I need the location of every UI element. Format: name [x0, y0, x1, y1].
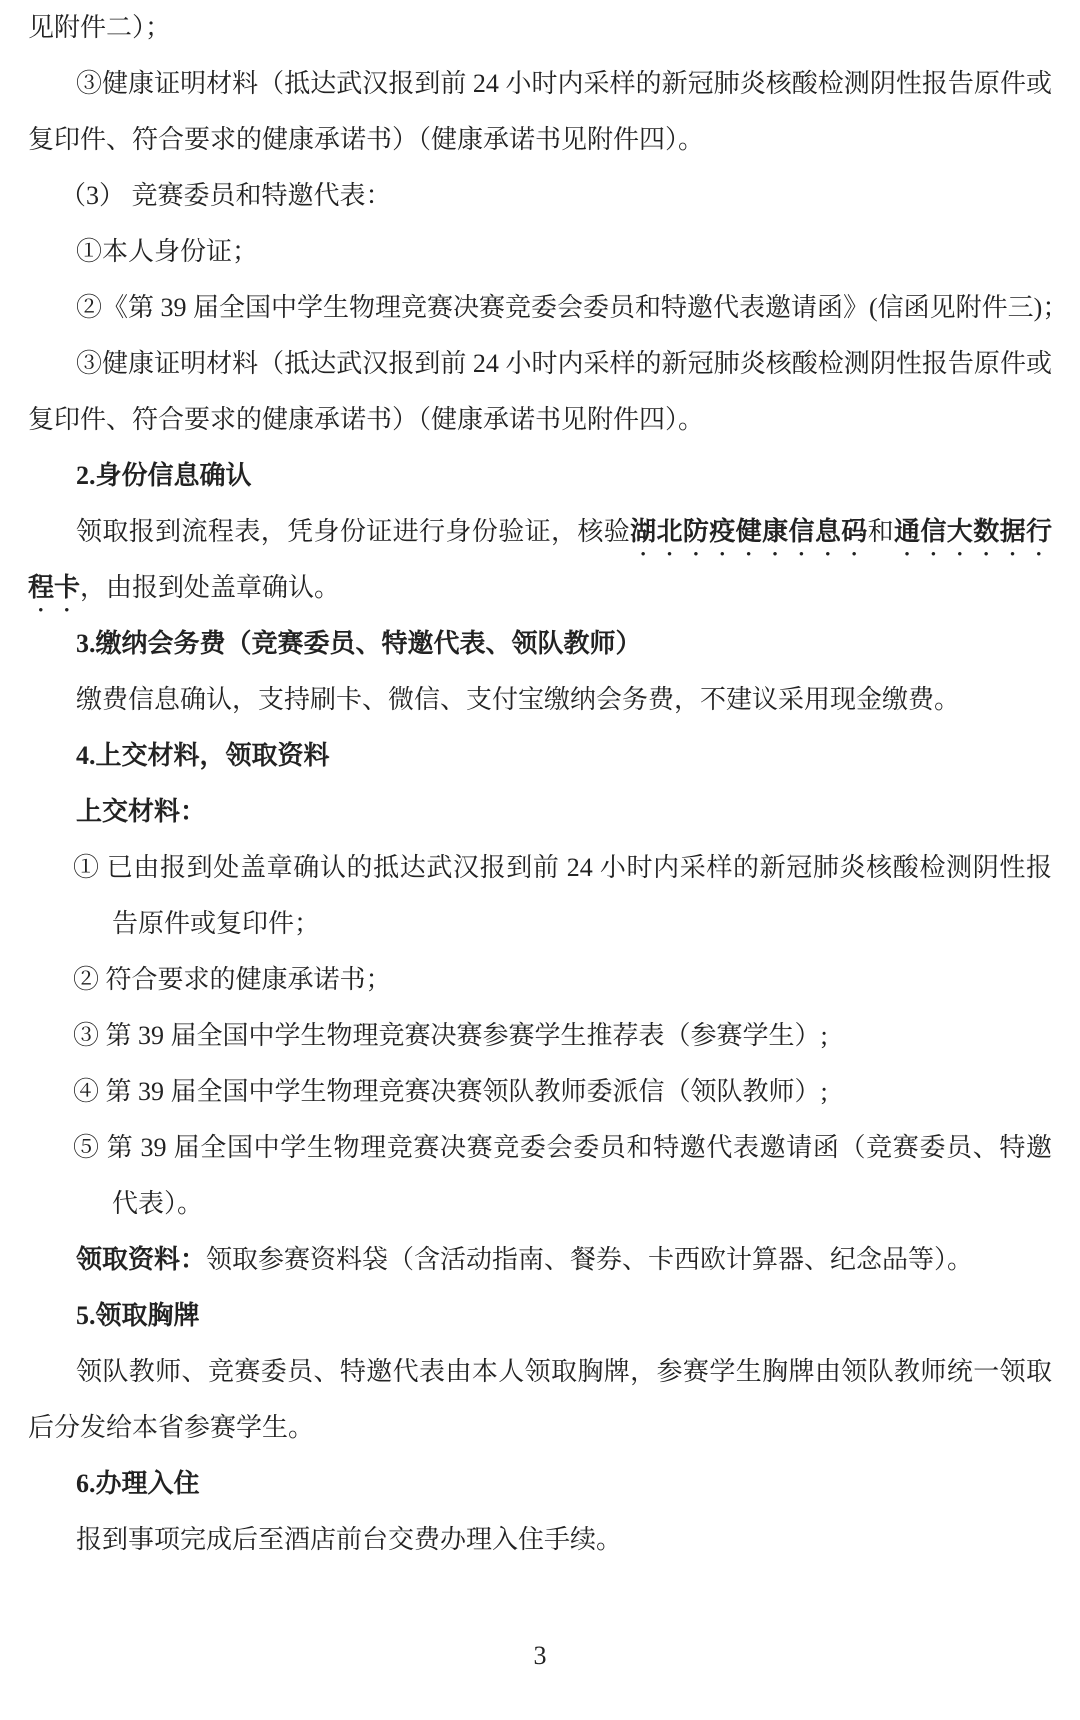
text-segment: 领取报到流程表，凭身份证进行身份验证，核验: [76, 517, 631, 546]
doc-line: [28, 1400, 1052, 1456]
emphasized-text: 程卡: [28, 573, 81, 602]
text-segment: ① 已由报到处盖章确认的抵达武汉报到前 24 小时内采样的新冠肺炎核酸检测阴性报: [73, 853, 1052, 882]
text-segment: ①本人身份证；: [76, 237, 259, 266]
text-segment: ② 符合要求的健康承诺书；: [73, 965, 392, 994]
text-segment: ②《第 39 届全国中学生物理竞赛决赛竞委会委员和特邀代表邀请函》(信函见附件三)；: [76, 293, 1069, 322]
emphasized-text: 通信大数据行: [894, 517, 1052, 546]
text-segment: 和: [867, 517, 895, 546]
text-segment: 复印件、符合要求的健康承诺书）（健康承诺书见附件四）。: [28, 405, 705, 434]
doc-line: [28, 448, 1052, 504]
text-segment: ③ 第 39 届全国中学生物理竞赛决赛参赛学生推荐表（参赛学生）;: [73, 1021, 828, 1050]
doc-line: [28, 1064, 1052, 1120]
doc-line: [28, 1120, 1052, 1176]
doc-line: [28, 616, 1052, 672]
doc-line: [28, 1008, 1052, 1064]
text-segment: 复印件、符合要求的健康承诺书）（健康承诺书见附件四）。: [28, 125, 705, 154]
doc-line: [28, 896, 1052, 952]
bold-text: 5.领取胸牌: [76, 1301, 200, 1330]
doc-line: [28, 784, 1052, 840]
text-segment: ③健康证明材料（抵达武汉报到前 24 小时内采样的新冠肺炎核酸检测阴性报告原件或: [76, 69, 1052, 98]
doc-line: [28, 560, 1052, 616]
doc-line: [28, 672, 1052, 728]
text-segment: 领队教师、竞赛委员、特邀代表由本人领取胸牌，参赛学生胸牌由领队教师统一领取: [76, 1357, 1052, 1386]
text-segment: 见附件二）；: [28, 13, 172, 42]
doc-line: [28, 224, 1052, 280]
text-segment: ③健康证明材料（抵达武汉报到前 24 小时内采样的新冠肺炎核酸检测阴性报告原件或: [76, 349, 1052, 378]
doc-line: [28, 1176, 1052, 1232]
doc-line: [28, 1456, 1052, 1512]
doc-line: [28, 728, 1052, 784]
text-segment: 代表）。: [112, 1189, 204, 1218]
bold-text: 2.身份信息确认: [76, 461, 252, 490]
text-segment: ，由报到处盖章确认。: [80, 573, 341, 602]
page-number: 3: [533, 1641, 547, 1670]
doc-line: [28, 112, 1052, 168]
doc-line: [28, 840, 1052, 896]
text-segment: 报到事项完成后至酒店前台交费办理入住手续。: [76, 1525, 623, 1554]
doc-line: [28, 56, 1052, 112]
doc-line: [28, 280, 1069, 336]
text-segment: 告原件或复印件；: [112, 909, 321, 938]
text-segment: （3） 竞赛委员和特邀代表：: [60, 181, 392, 210]
bold-text: 3.缴纳会务费（竞赛委员、特邀代表、领队教师）: [76, 629, 642, 658]
doc-line: [28, 952, 1052, 1008]
bold-text: 6.办理入住: [76, 1469, 200, 1498]
doc-line: [28, 1512, 1052, 1568]
doc-line: [28, 1344, 1052, 1400]
text-segment: 缴费信息确认，支持刷卡、微信、支付宝缴纳会务费，不建议采用现金缴费。: [76, 685, 961, 714]
doc-line: [28, 336, 1052, 392]
page-footer: [0, 1640, 1080, 1672]
doc-line: [28, 392, 1052, 448]
doc-line: [28, 504, 1052, 560]
bold-text: 4.上交材料，领取资料: [76, 741, 330, 770]
text-segment: ⑤ 第 39 届全国中学生物理竞赛决赛竞委会委员和特邀代表邀请函（竞赛委员、特邀: [73, 1133, 1052, 1162]
text-segment: 领取参赛资料袋（含活动指南、餐券、卡西欧计算器、纪念品等）。: [206, 1245, 974, 1274]
text-segment: ④ 第 39 届全国中学生物理竞赛决赛领队教师委派信（领队教师）;: [73, 1077, 828, 1106]
bold-text: 领取资料：: [76, 1245, 207, 1274]
doc-line: [28, 168, 1052, 224]
doc-line: [28, 0, 1052, 56]
doc-line: [28, 1288, 1052, 1344]
bold-text: 上交材料：: [76, 797, 207, 826]
doc-line: [28, 1232, 1052, 1288]
emphasized-text: 湖北防疫健康信息码: [630, 517, 868, 546]
text-segment: 后分发给本省参赛学生。: [28, 1413, 315, 1442]
